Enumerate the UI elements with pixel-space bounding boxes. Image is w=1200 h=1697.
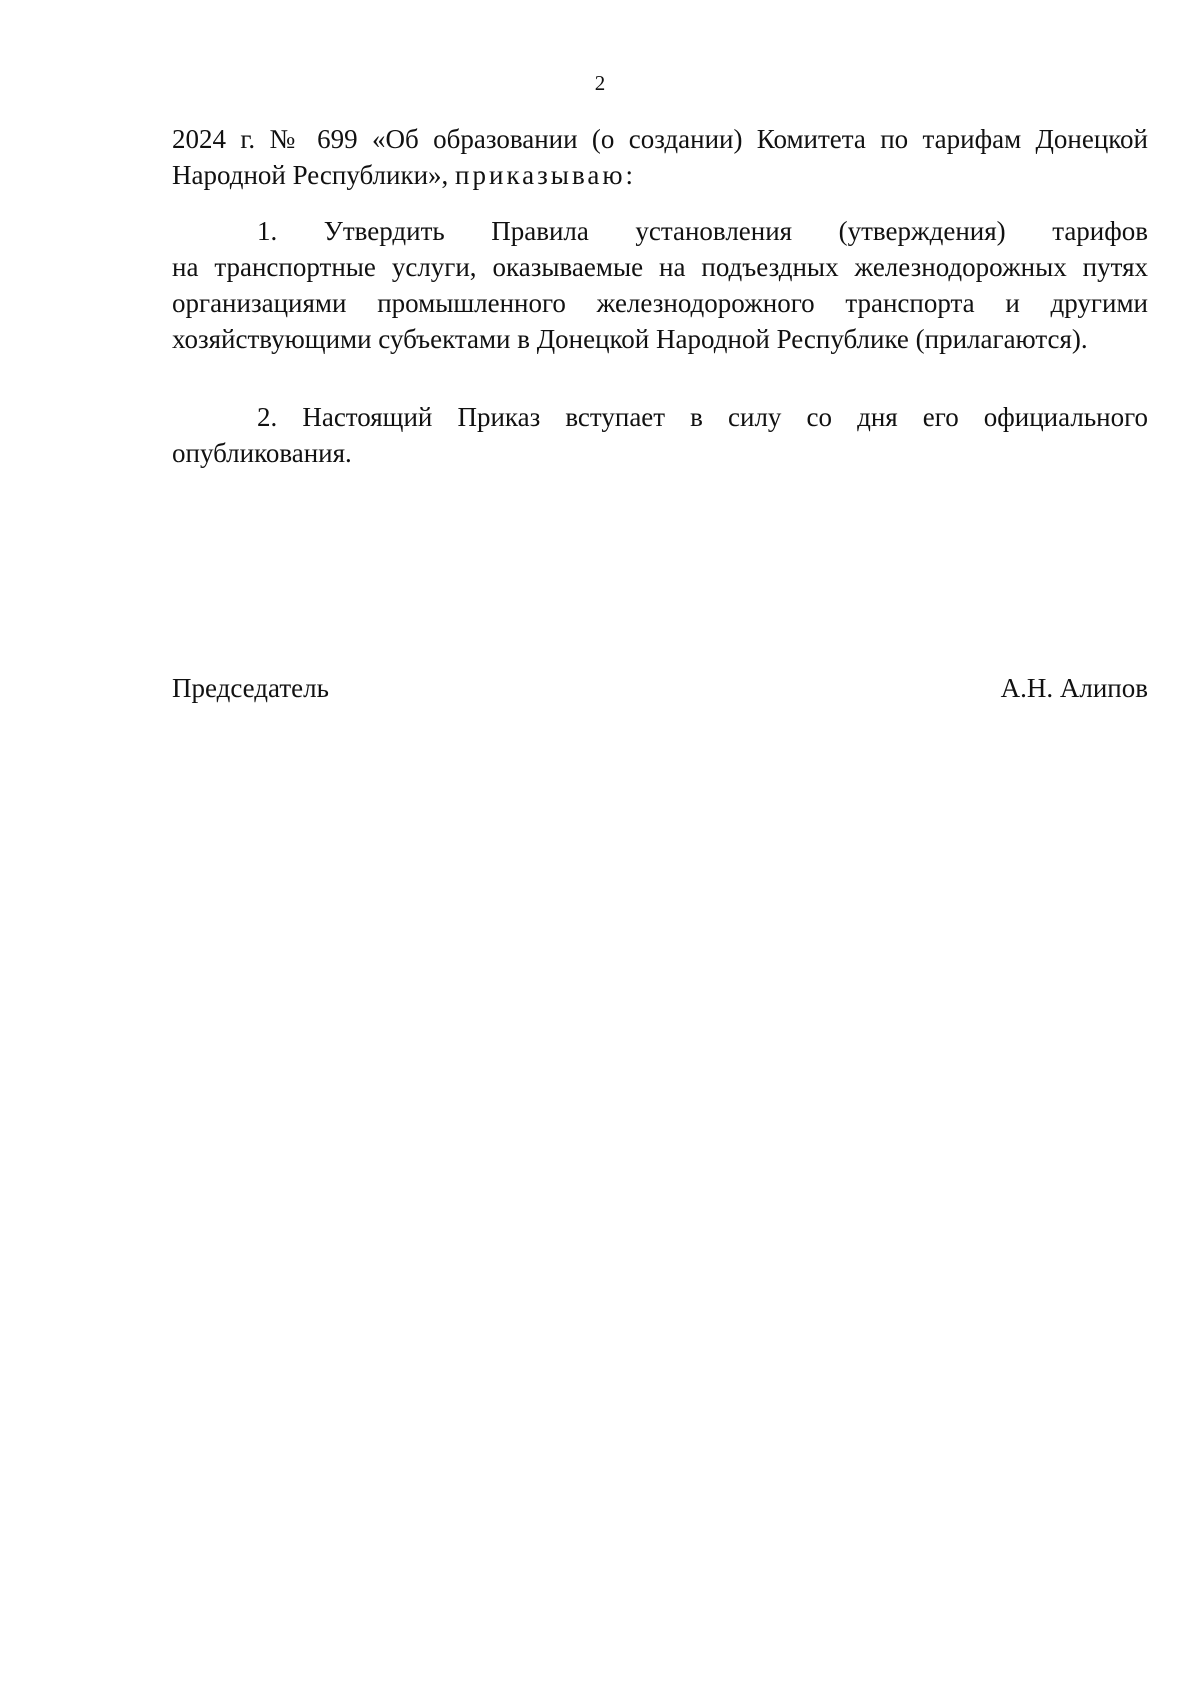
intro-paragraph [172, 121, 1148, 193]
signatory-position: Председатель [172, 673, 329, 703]
page-number: 2 [594, 71, 606, 95]
item-1-line-2: на транспортные услуги, оказываемые на подъездных железнодорожных путях [172, 252, 1148, 282]
intro-order-word: приказываю: [455, 160, 636, 190]
signature-block [172, 670, 1148, 706]
intro-line-1: 2024 г. № 699 «Об образовании (о создании) Комитета по тарифам Донецкой [172, 124, 1148, 154]
order-item-1 [172, 213, 1148, 357]
order-item-2 [172, 399, 1148, 471]
item-1-line-1: 1. Утвердить Правила установления (утверждения) тарифов [257, 216, 1148, 246]
item-2-line-1: 2. Настоящий Приказ вступает в силу со дня его официального [257, 402, 1148, 432]
intro-line-2 [172, 157, 1148, 193]
intro-line-2-text: Народной Республики», [172, 160, 456, 190]
item-2-line-2: опубликования. [172, 438, 352, 468]
signatory-name: А.Н. Алипов [1000, 673, 1148, 703]
item-1-line-3: организациями промышленного железнодорожного транспорта и другими [172, 288, 1148, 318]
item-1-line-4: хозяйствующими субъектами в Донецкой Народной Республике (прилагаются). [172, 324, 1088, 354]
